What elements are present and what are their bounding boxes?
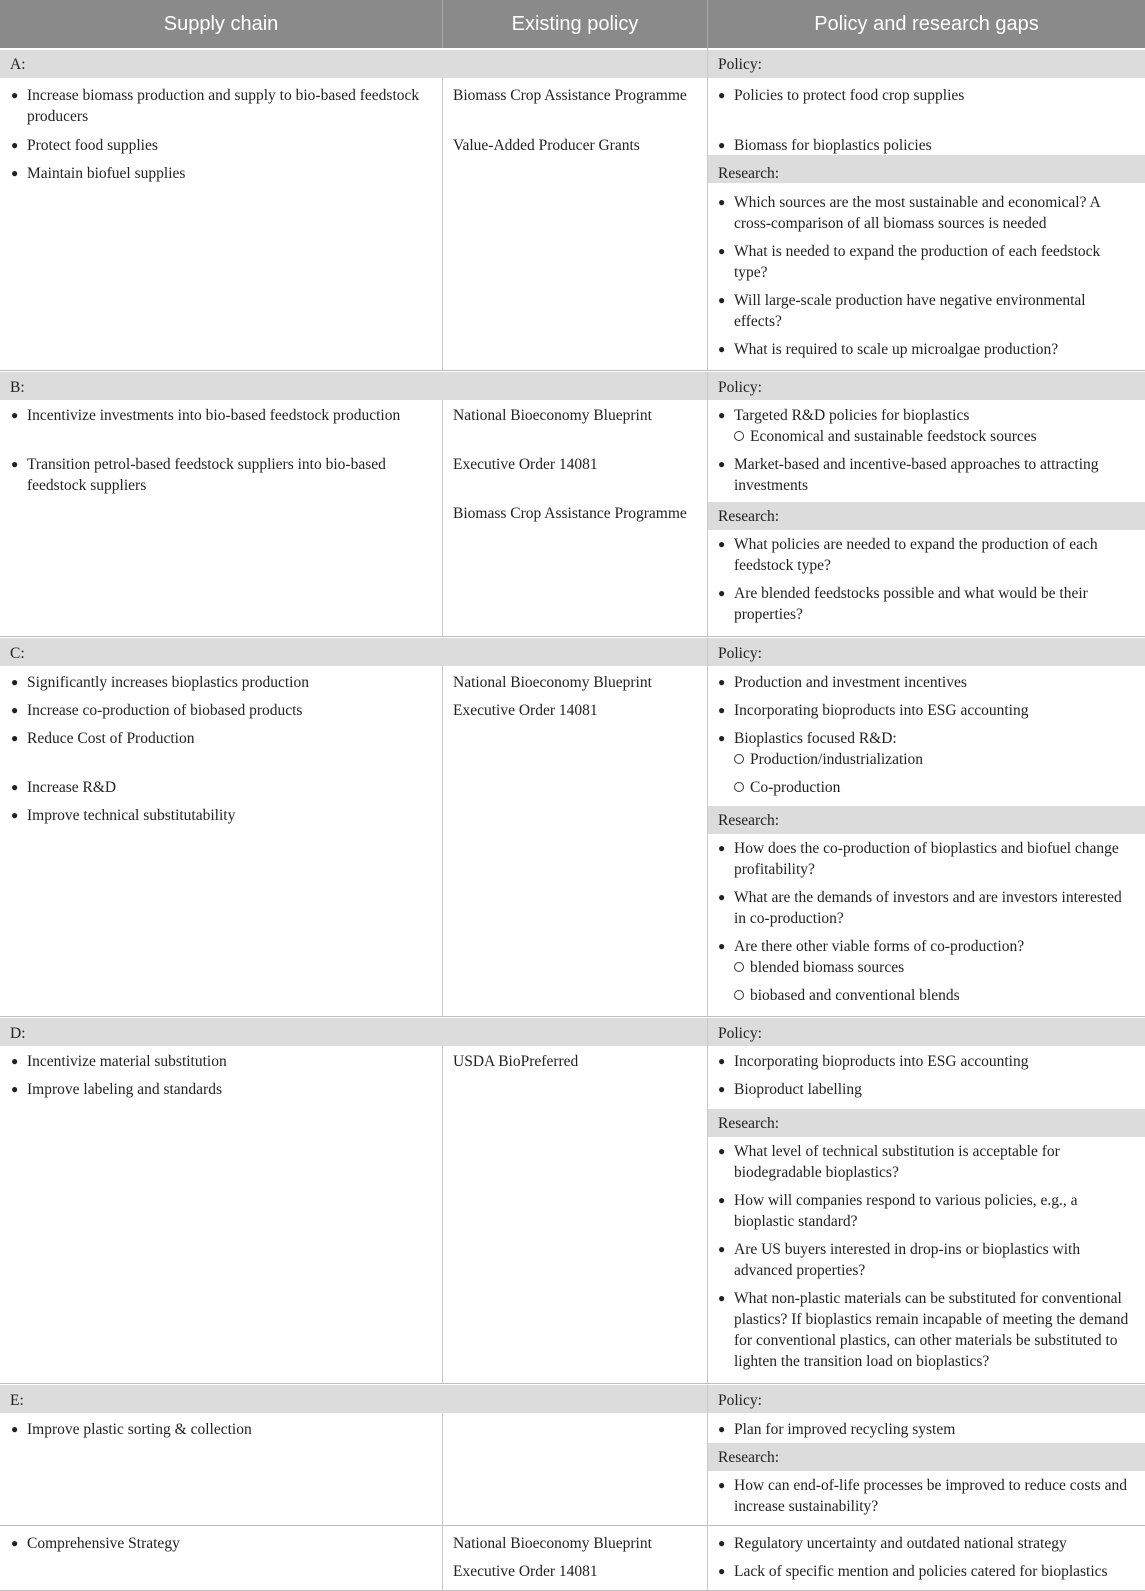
research-item: bioplastic standard? [734,1213,858,1230]
research-item: Which sources are the most sustainable and economical? A [734,194,1101,211]
policy-gap-item: Incorporating bioproducts into ESG accounting [734,1053,1029,1070]
bullet: ● [11,1054,19,1068]
research-item: Will large-scale production have negative environmental [734,292,1086,309]
research-subitem: blended biomass sources [750,959,905,976]
col-divider [707,638,708,1016]
research-item: How does the co-production of bioplastics and biofuel change [734,840,1119,857]
bullet: ● [718,703,726,717]
bullet: ● [718,293,726,307]
bullet: ● [718,1536,726,1550]
row-divider [0,1016,1145,1017]
row-divider [0,636,1145,637]
col-divider [707,1526,708,1591]
policy-gap-subitem: Economical and sustainable feedstock sources [750,428,1037,445]
bullet: ● [11,138,19,152]
col-divider [707,1385,708,1525]
supply-item: Protect food supplies [27,137,158,154]
row-divider [0,1383,1145,1384]
supply-item: producers [27,108,89,125]
policy-gap-item: Bioplastics focused R&D: [734,730,897,747]
research-item: How can end-of-life processes be improved to reduce costs and [734,1477,1127,1494]
bullet: ● [718,731,726,745]
bullet: ● [11,808,19,822]
bullet: ● [718,939,726,953]
research-item: Are there other viable forms of co-production? [734,938,1025,955]
bullet: ● [718,408,726,422]
research-item: plastics? If bioplastics remain incapable of meeting the demand [734,1311,1129,1328]
bullet: ● [11,88,19,102]
band-d-policy [708,1018,1145,1046]
policy-gap-item: Policies to protect food crop supplies [734,87,965,104]
band-c-policy [708,638,1145,666]
existing-item: USDA BioPreferred [453,1053,579,1070]
section-label-d: D: [10,1025,26,1042]
bullet: ● [718,537,726,551]
research-item: increase sustainability? [734,1498,879,1515]
bullet: ● [718,841,726,855]
bullet: ● [718,1144,726,1158]
existing-item: Executive Order 14081 [453,456,598,473]
supply-item: Increase biomass production and supply to bio-based feedstock [27,87,420,104]
policy-gap-item: Plan for improved recycling system [734,1421,956,1438]
research-item: in co-production? [734,910,844,927]
sub-bullet [734,990,744,1000]
bullet: ● [11,703,19,717]
sub-bullet [734,754,744,764]
bullet: ● [11,1082,19,1096]
existing-item: Value-Added Producer Grants [453,137,640,154]
bullet: ● [718,342,726,356]
research-item: profitability? [734,861,815,878]
supply-item: feedstock suppliers [27,477,147,494]
bullet: ● [11,731,19,745]
existing-item: National Bioeconomy Blueprint [453,407,652,424]
col-divider [442,1413,443,1525]
research-item: Are US buyers interested in drop-ins or bioplastics with [734,1241,1081,1258]
research-item: What is required to scale up microalgae production? [734,341,1059,358]
sub-bullet [734,782,744,792]
supply-item: Significantly increases bioplastics production [27,674,309,691]
policy-gap-subitem: Production/industrialization [750,751,924,768]
bullet: ● [11,1536,19,1550]
policy-gap-item: Incorporating bioproducts into ESG accounting [734,702,1029,719]
row-divider [0,370,1145,371]
policy-gap-item: Bioproduct labelling [734,1081,862,1098]
existing-item: National Bioeconomy Blueprint [453,674,652,691]
bullet: ● [718,1478,726,1492]
existing-item: National Bioeconomy Blueprint [453,1535,652,1552]
research-item: biodegradable bioplastics? [734,1164,899,1181]
bullet: ● [718,890,726,904]
existing-item: Biomass Crop Assistance Programme [453,505,687,522]
research-item: Are blended feedstocks possible and what would be their [734,585,1088,602]
supply-item: Comprehensive Strategy [27,1535,180,1552]
research-item: How will companies respond to various policies, e.g., a [734,1192,1078,1209]
supply-item: Incentivize material substitution [27,1053,227,1070]
bullet: ● [718,675,726,689]
col-divider [442,78,443,370]
header-gaps: Policy and research gaps [708,0,1145,48]
band-e-policy [708,1385,1145,1413]
section-label-b: B: [10,379,25,396]
research-label: Research: [718,1115,780,1132]
research-label: Research: [718,508,780,525]
research-item: effects? [734,313,782,330]
band-e [0,1385,707,1413]
bullet: ● [718,1193,726,1207]
research-item: What non-plastic materials can be substituted for conventional [734,1290,1122,1307]
col-divider [442,1046,443,1383]
policy-gap-item: Targeted R&D policies for bioplastics [734,407,970,424]
existing-item: Biomass Crop Assistance Programme [453,87,687,104]
col-divider [707,1018,708,1383]
band-c [0,638,707,666]
bullet: ● [11,675,19,689]
research-item: lighten the transition load on bioplastics? [734,1353,990,1370]
supply-item: Improve plastic sorting & collection [27,1421,252,1438]
col-divider [707,48,708,370]
policy-label: Policy: [718,379,762,396]
policy-gap-subitem: Co-production [750,779,841,796]
policy-gap-item: investments [734,477,809,494]
research-item: for conventional plastics, can other materials be substituted to [734,1332,1118,1349]
col-divider [707,372,708,636]
existing-item: Executive Order 14081 [453,702,598,719]
policy-gap-item: Production and investment incentives [734,674,967,691]
research-item: type? [734,264,768,281]
section-label-e: E: [10,1392,24,1409]
col-divider [442,400,443,636]
research-label: Research: [718,165,780,182]
supply-item: Maintain biofuel supplies [27,165,186,182]
band-b [0,372,707,400]
band-a [0,50,707,78]
header-divider [707,0,708,48]
bullet: ● [11,1422,19,1436]
research-item: properties? [734,606,803,623]
bullet: ● [718,457,726,471]
sub-bullet [734,962,744,972]
policy-label: Policy: [718,1025,762,1042]
bullet: ● [718,1564,726,1578]
bullet: ● [718,1291,726,1305]
supply-item: Increase R&D [27,779,117,796]
supply-item: Increase co-production of biobased products [27,702,303,719]
bullet: ● [11,780,19,794]
header-supply-chain: Supply chain [0,0,442,48]
header-divider [442,0,443,48]
bullet: ● [11,457,19,471]
band-b-policy [708,372,1145,400]
section-label-a: A: [10,56,26,73]
bullet: ● [718,586,726,600]
row-divider [0,1525,1145,1526]
band-a-policy [708,50,1145,78]
header-existing-policy: Existing policy [443,0,707,48]
existing-item: Executive Order 14081 [453,1563,598,1580]
bullet: ● [718,195,726,209]
col-divider [442,666,443,1016]
policy-label: Policy: [718,56,762,73]
bullet: ● [718,138,726,152]
bullet: ● [718,1242,726,1256]
bullet: ● [11,408,19,422]
policy-label: Policy: [718,645,762,662]
research-item: What policies are needed to expand the production of each [734,536,1098,553]
section-label-c: C: [10,645,25,662]
bullet: ● [718,1082,726,1096]
band-d [0,1018,707,1046]
bullet: ● [718,1422,726,1436]
research-item: advanced properties? [734,1262,866,1279]
supply-item: Improve labeling and standards [27,1081,222,1098]
policy-label: Policy: [718,1392,762,1409]
policy-gap-item: Biomass for bioplastics policies [734,137,932,154]
gap-item: Regulatory uncertainty and outdated national strategy [734,1535,1067,1552]
supply-item: Transition petrol-based feedstock suppliers into bio-based [27,456,386,473]
bullet: ● [718,88,726,102]
bullet: ● [11,166,19,180]
policy-gap-item: Market-based and incentive-based approaches to attracting [734,456,1099,473]
research-item: feedstock type? [734,557,831,574]
research-item: cross-comparison of all biomass sources is needed [734,215,1047,232]
bullet: ● [718,1054,726,1068]
bullet: ● [718,244,726,258]
sub-bullet [734,431,744,441]
research-label: Research: [718,1449,780,1466]
supply-item: Reduce Cost of Production [27,730,195,747]
supply-item: Improve technical substitutability [27,807,236,824]
research-item: What is needed to expand the production of each feedstock [734,243,1101,260]
col-divider [442,1526,443,1591]
supply-item: Incentivize investments into bio-based feedstock production [27,407,401,424]
research-label: Research: [718,812,780,829]
research-subitem: biobased and conventional blends [750,987,960,1004]
research-item: What level of technical substitution is acceptable for [734,1143,1060,1160]
gap-item: Lack of specific mention and policies catered for bioplastics [734,1563,1108,1580]
research-item: What are the demands of investors and are investors interested [734,889,1122,906]
